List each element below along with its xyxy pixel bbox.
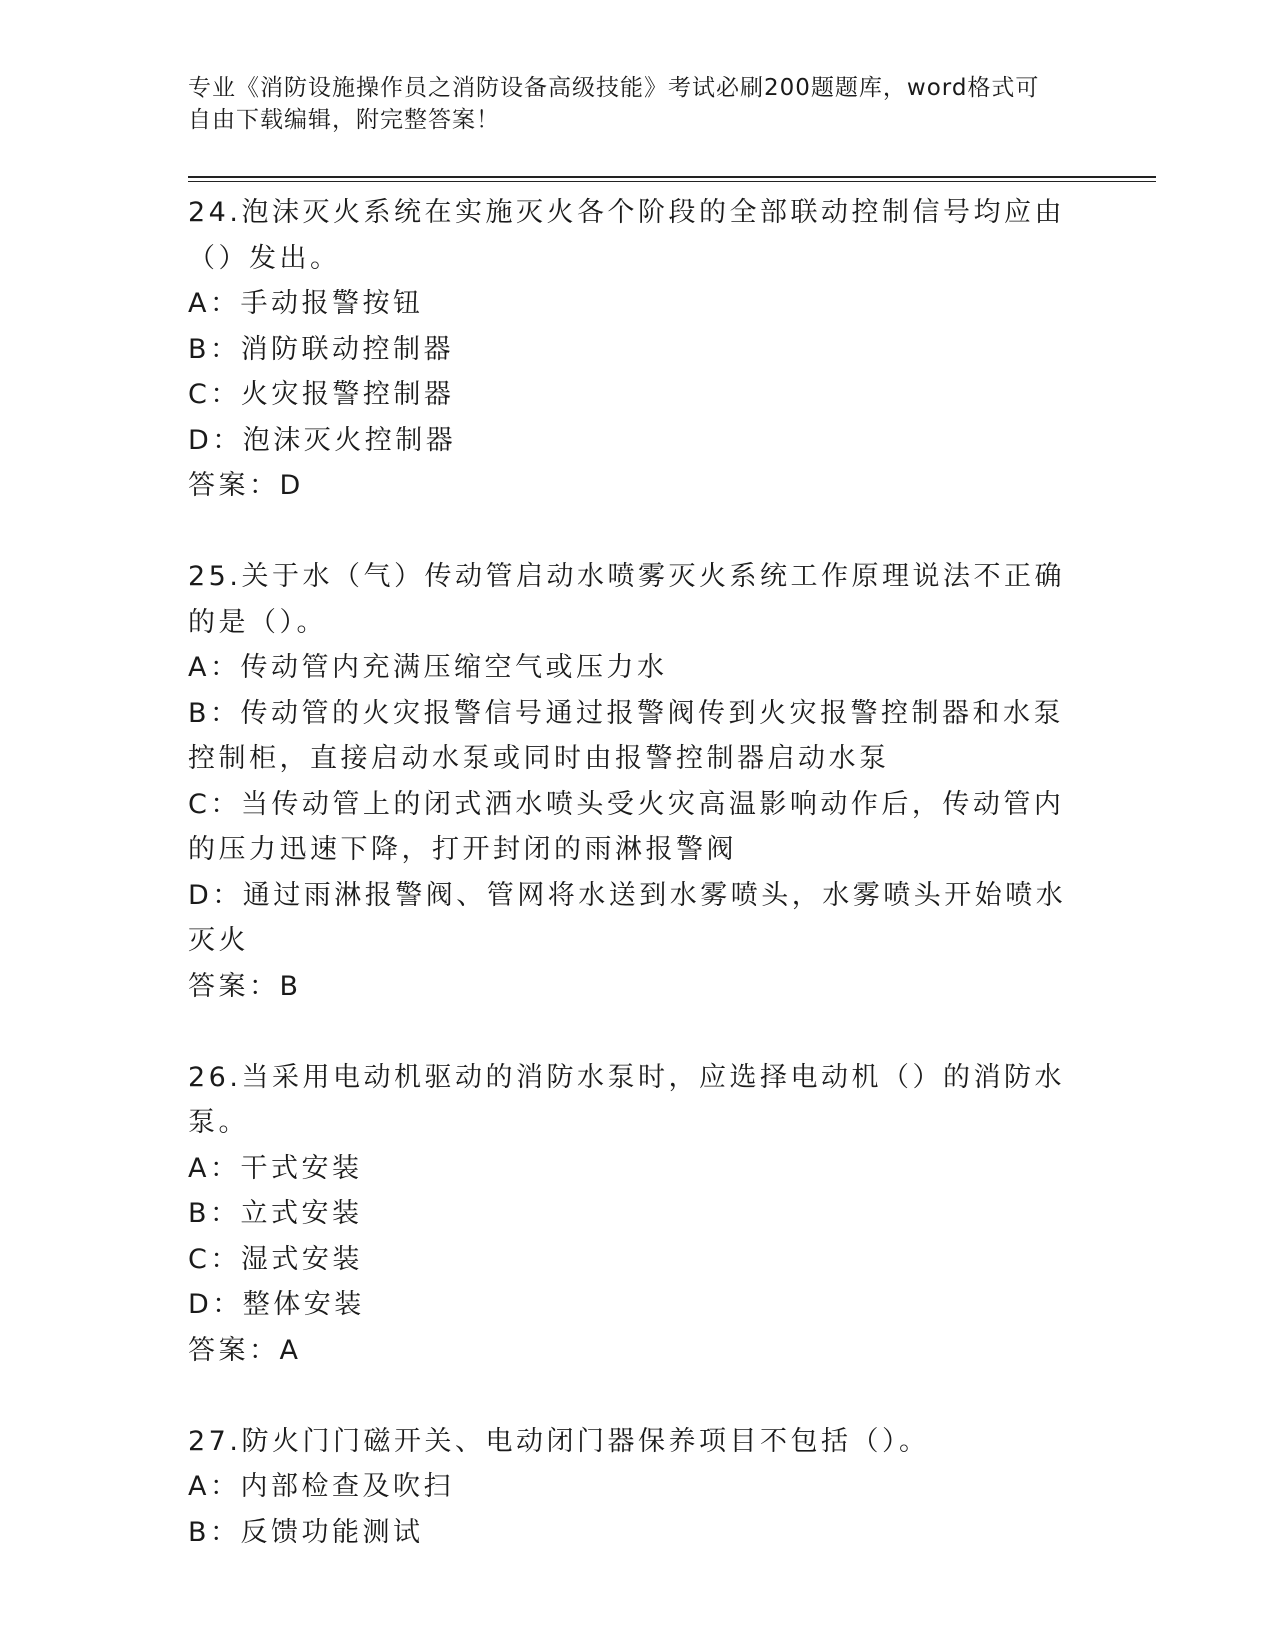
option-c: C：火灾报警控制器 [188,379,455,410]
option-a: A：传动管内充满压缩空气或压力水 [188,652,668,683]
option-b: B：立式安装 [188,1198,363,1229]
question-text: 25.关于水（气）传动管启动水喷雾灭火系统工作原理说法不正确的是（）。 [188,561,1065,638]
question-26 [188,1055,1088,1374]
option-d: D：通过雨淋报警阀、管网将水送到水雾喷头，水雾喷头开始喷水灭火 [188,879,1067,956]
header-rule-thick [188,176,1156,178]
option-b: B：反馈功能测试 [188,1516,424,1548]
option-d: D：泡沫灭火控制器 [188,424,457,456]
document-header [188,72,1068,136]
question-text: 26.当采用电动机驱动的消防水泵时，应选择电动机（）的消防水泵。 [188,1061,1065,1138]
question-text: 27.防火门门磁开关、电动闭门器保养项目不包括（）。 [188,1425,930,1457]
option-a: A：内部检查及吹扫 [188,1471,454,1502]
answer-label: 答案：A [188,1334,302,1366]
option-a: A：干式安装 [188,1152,363,1184]
header-line-1: 专业《消防设施操作员之消防设备高级技能》考试必刷200题题库，word格式可 [188,75,1040,101]
header-line-2: 自由下载编辑，附完整答案！ [188,107,500,133]
answer-label: 答案：D [188,470,304,501]
question-25 [188,554,1088,1009]
option-b: B：传动管的火灾报警信号通过报警阀传到火灾报警控制器和水泵控制柜，直接启动水泵或同时由报警控制器启动水泵 [188,697,1065,774]
question-27 [188,1419,1088,1556]
option-a: A：手动报警按钮 [188,288,424,319]
question-24 [188,190,1088,509]
option-c: C：湿式安装 [188,1243,363,1275]
header-rule-thin [188,181,1156,182]
option-c: C：当传动管上的闭式洒水喷头受火灾高温影响动作后，传动管内的压力迅速下降，打开封闭的雨淋报警阀 [188,788,1065,865]
answer-label: 答案：B [188,970,302,1002]
question-text: 24.泡沫灭火系统在实施灭火各个阶段的全部联动控制信号均应由（）发出。 [188,197,1065,274]
question-list [188,190,1088,1601]
option-b: B：消防联动控制器 [188,333,455,365]
option-d: D：整体安装 [188,1289,365,1320]
